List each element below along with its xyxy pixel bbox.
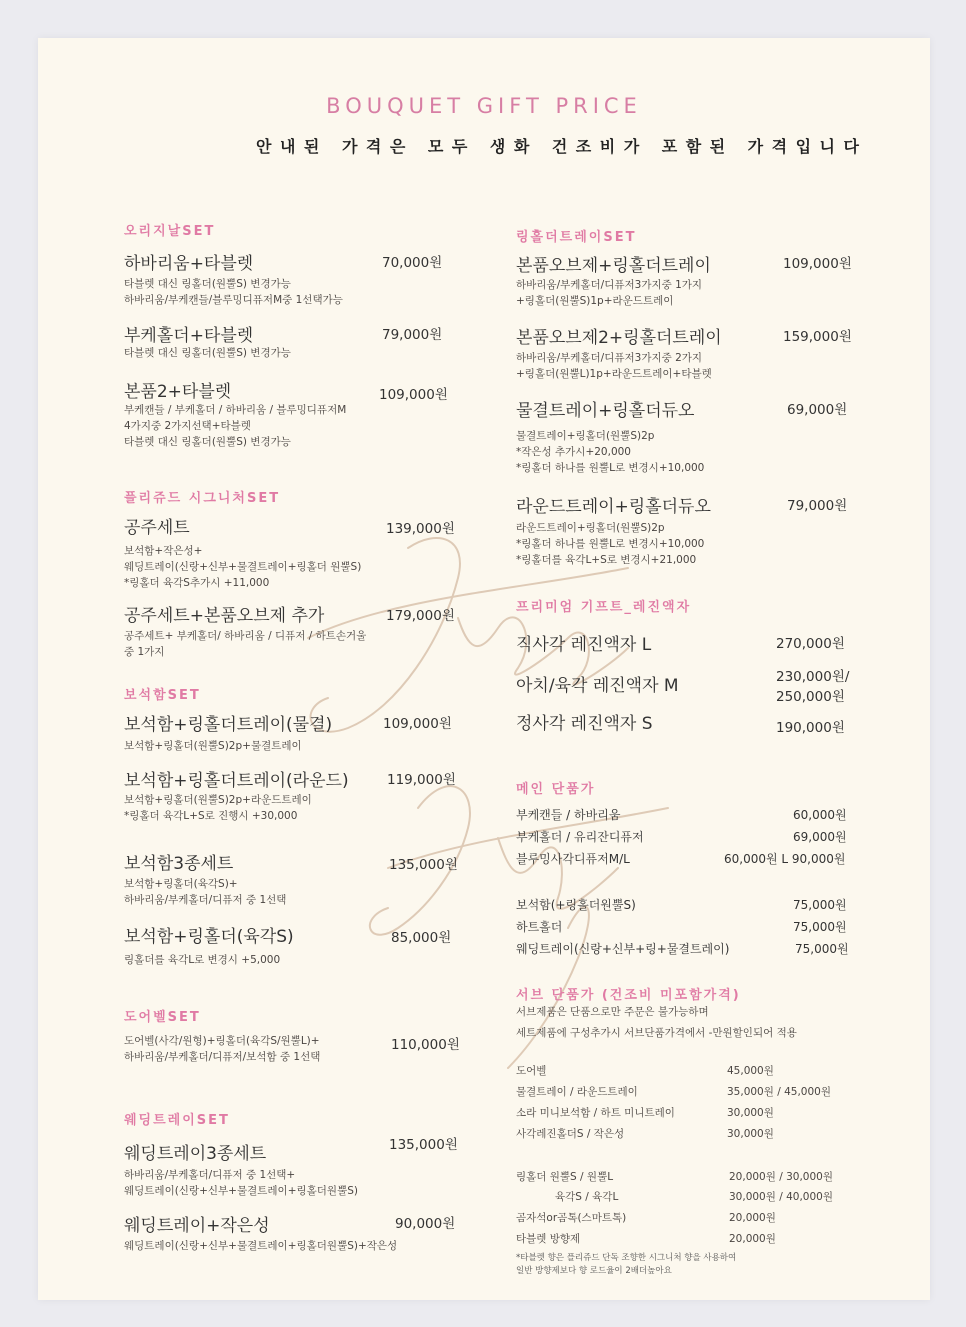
item-name: 본품오브제+링홀더트레이 [516, 256, 711, 276]
watermark-text-2 [463, 867, 465, 868]
item-desc: 웨딩트레이(신랑+신부+물결트레이+링홀더원뿔S)+작은성 [124, 1240, 398, 1252]
item-name: 사각레진홀더S / 작은성 [516, 1128, 625, 1140]
item-desc: 링홀더를 육각L로 변경시 +5,000 [124, 954, 281, 966]
item-name: 본품2+타블렛 [124, 382, 232, 402]
item-desc: 보석함+작은성+ [124, 545, 203, 557]
item-name: 타블렛 방향제 [516, 1233, 581, 1245]
item-name: 라운드트레이+링홀더듀오 [516, 497, 711, 517]
item-name: 도어벨 [516, 1065, 547, 1077]
item-desc: 하바리움/부케홀더/디퓨저 중 1선택+ [124, 1169, 296, 1181]
item-desc: 4가지중 2가지선택+타블렛 [124, 420, 251, 432]
item-price: 109,000원 [783, 256, 852, 272]
item-name: 보석함(+링홀더원뿔S) [516, 898, 636, 912]
item-desc: 웨딩트레이(신랑+신부+물결트레이+링홀더 원뿔S) [124, 561, 362, 573]
item-price: 20,000원 [729, 1233, 776, 1245]
page-title: BOUQUET GIFT PRICE [326, 94, 642, 118]
item-price: 250,000원 [776, 689, 845, 705]
item-name: 공주세트+본품오브제 추가 [124, 606, 325, 626]
item-desc: *링홀더를 육각L+S로 변경시+21,000 [516, 554, 697, 566]
footnote: 일반 방향제보다 향 로드율이 2배더높아요 [516, 1266, 672, 1276]
item-price: 69,000원 [787, 402, 848, 418]
watermark-text-1 [463, 617, 465, 618]
item-name: 웨딩트레이+작은성 [124, 1216, 270, 1236]
item-price: 35,000원 / 45,000원 [727, 1086, 831, 1098]
item-name: 직사각 레진액자 L [516, 635, 652, 655]
item-price: 75,000원 [793, 898, 847, 912]
item-name: 곰자석or곰톡(스마트톡) [516, 1212, 627, 1224]
item-price: 60,000원 [793, 808, 847, 822]
section-jewel-title: 보석함SET [124, 688, 201, 703]
item-name: 본품오브제2+링홀더트레이 [516, 328, 722, 348]
item-price: 85,000원 [391, 930, 452, 946]
item-desc: *링홀더 육각L+S로 진행시 +30,000 [124, 810, 298, 822]
item-price: 110,000원 [391, 1037, 460, 1053]
item-name: 공주세트 [124, 518, 190, 538]
item-name: 육각S / 육각L [555, 1191, 619, 1203]
item-name: 하바리움+타블렛 [124, 254, 254, 274]
menu-card [38, 38, 930, 1300]
item-price: 75,000원 [795, 942, 849, 956]
item-name: 보석함+링홀더트레이(라운드) [124, 771, 349, 791]
item-desc: 하바리움/부케홀더/디퓨저3가지중 2가지 [516, 352, 703, 364]
section-doorbell-title: 도어벨SET [124, 1010, 201, 1025]
footnote: *타블렛 향은 플리쥬드 단독 조향한 시그니처 향을 사용하여 [516, 1253, 737, 1263]
section-premium-title: 프리미엄 기프트_레진액자 [516, 600, 692, 615]
item-name: 소라 미니보석함 / 하트 미니트레이 [516, 1107, 675, 1119]
item-name: 물결트레이+링홀더듀오 [516, 401, 695, 421]
sub-note: 서브제품은 단품으로만 주문은 불가능하며 [516, 1006, 709, 1018]
item-price: 159,000원 [783, 329, 852, 345]
item-name: 링홀더 원뿔S / 원뿔L [516, 1171, 614, 1183]
item-desc: *링홀더 육각S추가시 +11,000 [124, 577, 270, 589]
item-desc: 하바리움/부케홀더/디퓨저 중 1선택 [124, 894, 287, 906]
item-price: 70,000원 [382, 255, 443, 271]
section-signature-title: 플리쥬드 시그니처SET [124, 491, 281, 506]
item-desc: +링홀더(원뿔L)1p+라운드트레이+타블렛 [516, 368, 712, 380]
item-price: 135,000원 [389, 857, 458, 873]
item-price: 75,000원 [793, 920, 847, 934]
item-desc: 하바리움/부케캔들/블루밍디퓨저M중 1선택가능 [124, 294, 343, 306]
item-name: 보석함+링홀더(육각S) [124, 927, 294, 947]
item-desc: 타블렛 대신 링홀더(원뿔S) 변경가능 [124, 278, 291, 290]
item-name: 웨딩트레이(신랑+신부+링+물결트레이) [516, 942, 730, 956]
sub-note: 세트제품에 구성추가시 서브단품가격에서 -만원할인되어 적용 [516, 1027, 797, 1039]
item-price: 20,000원 [729, 1212, 776, 1224]
item-price: 190,000원 [776, 720, 845, 736]
item-price: 135,000원 [389, 1137, 458, 1153]
page-subtitle: 안내된 가격은 모두 생화 건조비가 포함된 가격입니다 [256, 137, 868, 156]
item-desc: *작은성 추가시+20,000 [516, 446, 631, 458]
item-price: 119,000원 [387, 772, 456, 788]
item-desc: 물결트레이+링홀더(원뿔S)2p [516, 430, 655, 442]
item-desc: +링홀더(원뿔S)1p+라운드트레이 [516, 295, 674, 307]
item-name: 부케캔들 / 하바리움 [516, 808, 621, 822]
item-desc: 보석함+링홀더(육각S)+ [124, 878, 238, 890]
section-main-single-title: 메인 단품가 [516, 782, 596, 797]
item-name: 보석함3종세트 [124, 854, 234, 874]
item-desc: 웨딩트레이(신랑+신부+물결트레이+링홀더원뿔S) [124, 1185, 358, 1197]
item-desc: 도어벨(사각/원형)+링홀더(육각S/원뿔L)+ [124, 1035, 320, 1047]
item-name: 물결트레이 / 라운드트레이 [516, 1086, 638, 1098]
item-desc: 보석함+링홀더(원뿔S)2p+물결트레이 [124, 740, 302, 752]
item-price: 109,000원 [383, 716, 452, 732]
item-desc: 타블렛 대신 링홀더(원뿔S) 변경가능 [124, 436, 291, 448]
section-ringholder-title: 링홀더트레이SET [516, 230, 637, 245]
item-price: 139,000원 [386, 521, 455, 537]
item-desc: 하바리움/부케홀더/디퓨저/보석함 중 1선택 [124, 1051, 321, 1063]
item-price: 90,000원 [395, 1216, 456, 1232]
item-name: 블루밍사각디퓨저M/L [516, 852, 630, 866]
item-price: 30,000원 [727, 1128, 774, 1140]
item-name: 아치/육각 레진액자 M [516, 676, 679, 696]
item-price: 270,000원 [776, 636, 845, 652]
item-price: 30,000원 / 40,000원 [729, 1191, 833, 1203]
item-price: 69,000원 [793, 830, 847, 844]
item-name: 웨딩트레이3종세트 [124, 1144, 267, 1164]
item-price: 30,000원 [727, 1107, 774, 1119]
item-desc: 라운드트레이+링홀더(원뿔S)2p [516, 522, 665, 534]
item-price: 45,000원 [727, 1065, 774, 1077]
item-name: 부케홀더+타블렛 [124, 326, 254, 346]
item-price: 179,000원 [386, 608, 455, 624]
section-original-title: 오리지날SET [124, 224, 216, 239]
item-name: 하트홀더 [516, 920, 563, 934]
item-price: 109,000원 [379, 387, 448, 403]
item-price: 79,000원 [787, 498, 848, 514]
item-desc: 타블렛 대신 링홀더(원뿔S) 변경가능 [124, 347, 291, 359]
item-price: 20,000원 / 30,000원 [729, 1171, 833, 1183]
item-name: 보석함+링홀더트레이(물결) [124, 715, 333, 735]
item-price: 60,000원 L 90,000원 [724, 852, 846, 866]
item-desc: 중 1가지 [124, 646, 165, 658]
item-desc: *링홀더 하나를 원뿔L로 변경시+10,000 [516, 538, 705, 550]
item-desc: 부케캔들 / 부케홀더 / 하바리움 / 블루밍디퓨저M [124, 404, 347, 416]
section-sub-single-title: 서브 단품가 (건조비 미포함가격) [516, 988, 741, 1003]
item-desc: 보석함+링홀더(원뿔S)2p+라운드트레이 [124, 794, 312, 806]
section-wedding-title: 웨딩트레이SET [124, 1113, 230, 1128]
item-price: 230,000원/ [776, 669, 850, 685]
item-price: 79,000원 [382, 327, 443, 343]
item-desc: *링홀더 하나를 원뿔L로 변경시+10,000 [516, 462, 705, 474]
item-name: 정사각 레진액자 S [516, 714, 653, 734]
item-desc: 공주세트+ 부케홀더/ 하바리움 / 디퓨저 / 하트손거울 [124, 630, 367, 642]
item-name: 부케홀더 / 유리잔디퓨저 [516, 830, 644, 844]
item-desc: 하바리움/부케홀더/디퓨저3가지중 1가지 [516, 279, 703, 291]
